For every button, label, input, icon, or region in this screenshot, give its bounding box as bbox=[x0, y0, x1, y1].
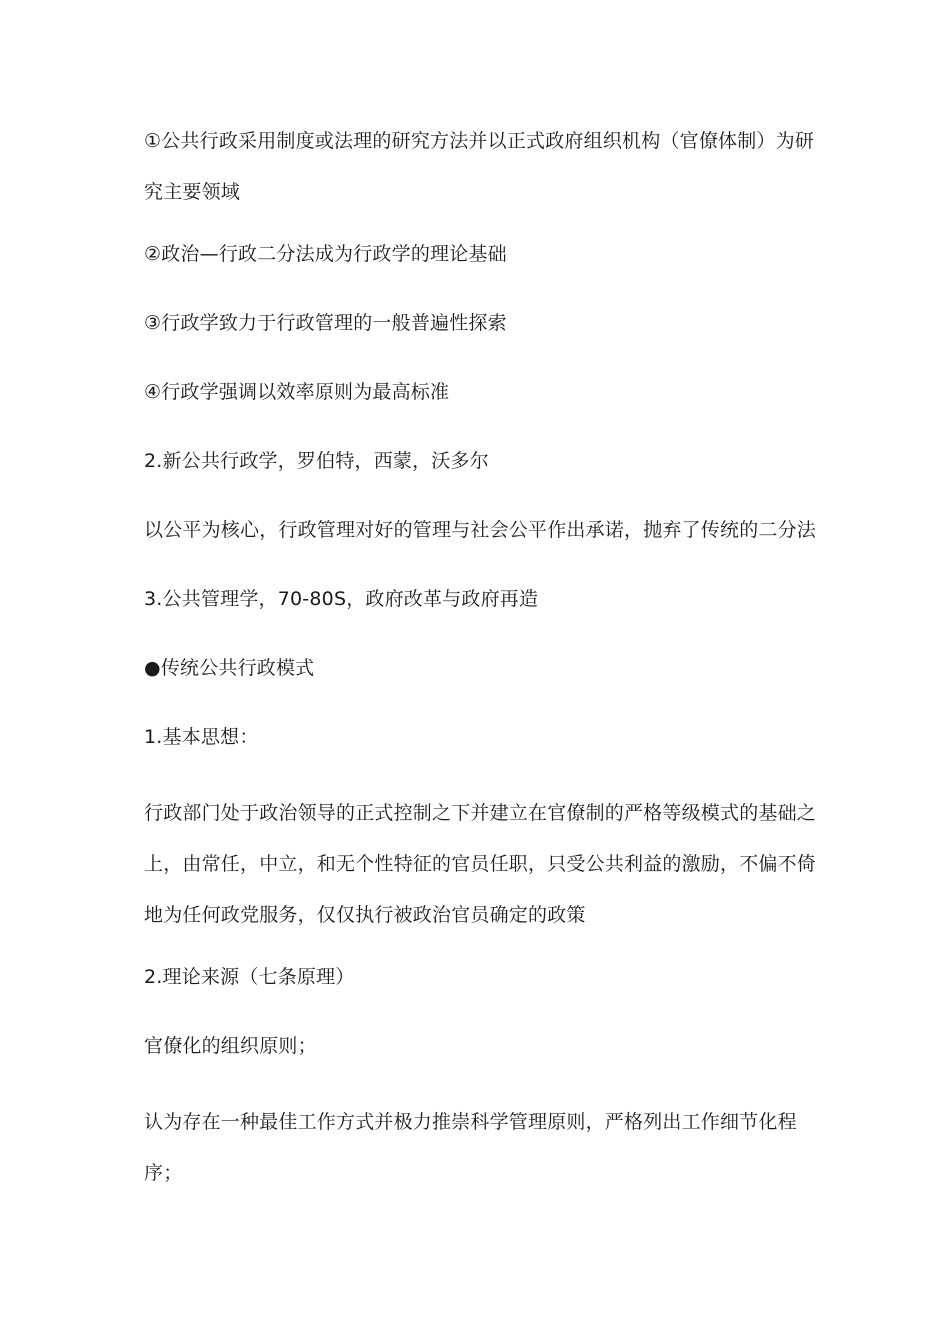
heading-new-public-administration: 2.新公共行政学，罗伯特，西蒙，沃多尔 bbox=[144, 450, 489, 472]
heading-theory-sources: 2.理论来源（七条原理） bbox=[144, 966, 355, 988]
heading-traditional-model: ●传统公共行政模式 bbox=[144, 657, 315, 679]
heading-basic-idea: 1.基本思想： bbox=[144, 726, 259, 748]
paragraph-politics-admin-dichotomy: ②政治—行政二分法成为行政学的理论基础 bbox=[144, 243, 507, 265]
heading-public-management: 3.公共管理学，70-80S，政府改革与政府再造 bbox=[144, 588, 539, 610]
paragraph-basic-idea-body: 行政部门处于政治领导的正式控制之下并建立在官僚制的严格等级模式的基础之上，由常任，中立，和无个性特征的官员任职，只受公共利益的激励，不偏不倚地为任何政党服务，仅仅执行被政治官员确定的政策 bbox=[144, 802, 817, 926]
paragraph-general-exploration: ③行政学致力于行政管理的一般普遍性探索 bbox=[144, 312, 507, 334]
paragraph-scientific-management: 认为存在一种最佳工作方式并极力推崇科学管理原则，严格列出工作细节化程序； bbox=[144, 1111, 797, 1184]
paragraph-public-admin-method: ①公共行政采用制度或法理的研究方法并以正式政府组织机构（官僚体制）为研究主要领域 bbox=[144, 130, 815, 203]
paragraph-equity-core: 以公平为核心，行政管理对好的管理与社会公平作出承诺，抛弃了传统的二分法 bbox=[144, 519, 817, 541]
paragraph-bureaucratic-principle: 官僚化的组织原则； bbox=[144, 1035, 317, 1057]
paragraph-efficiency-principle: ④行政学强调以效率原则为最高标准 bbox=[144, 381, 450, 403]
